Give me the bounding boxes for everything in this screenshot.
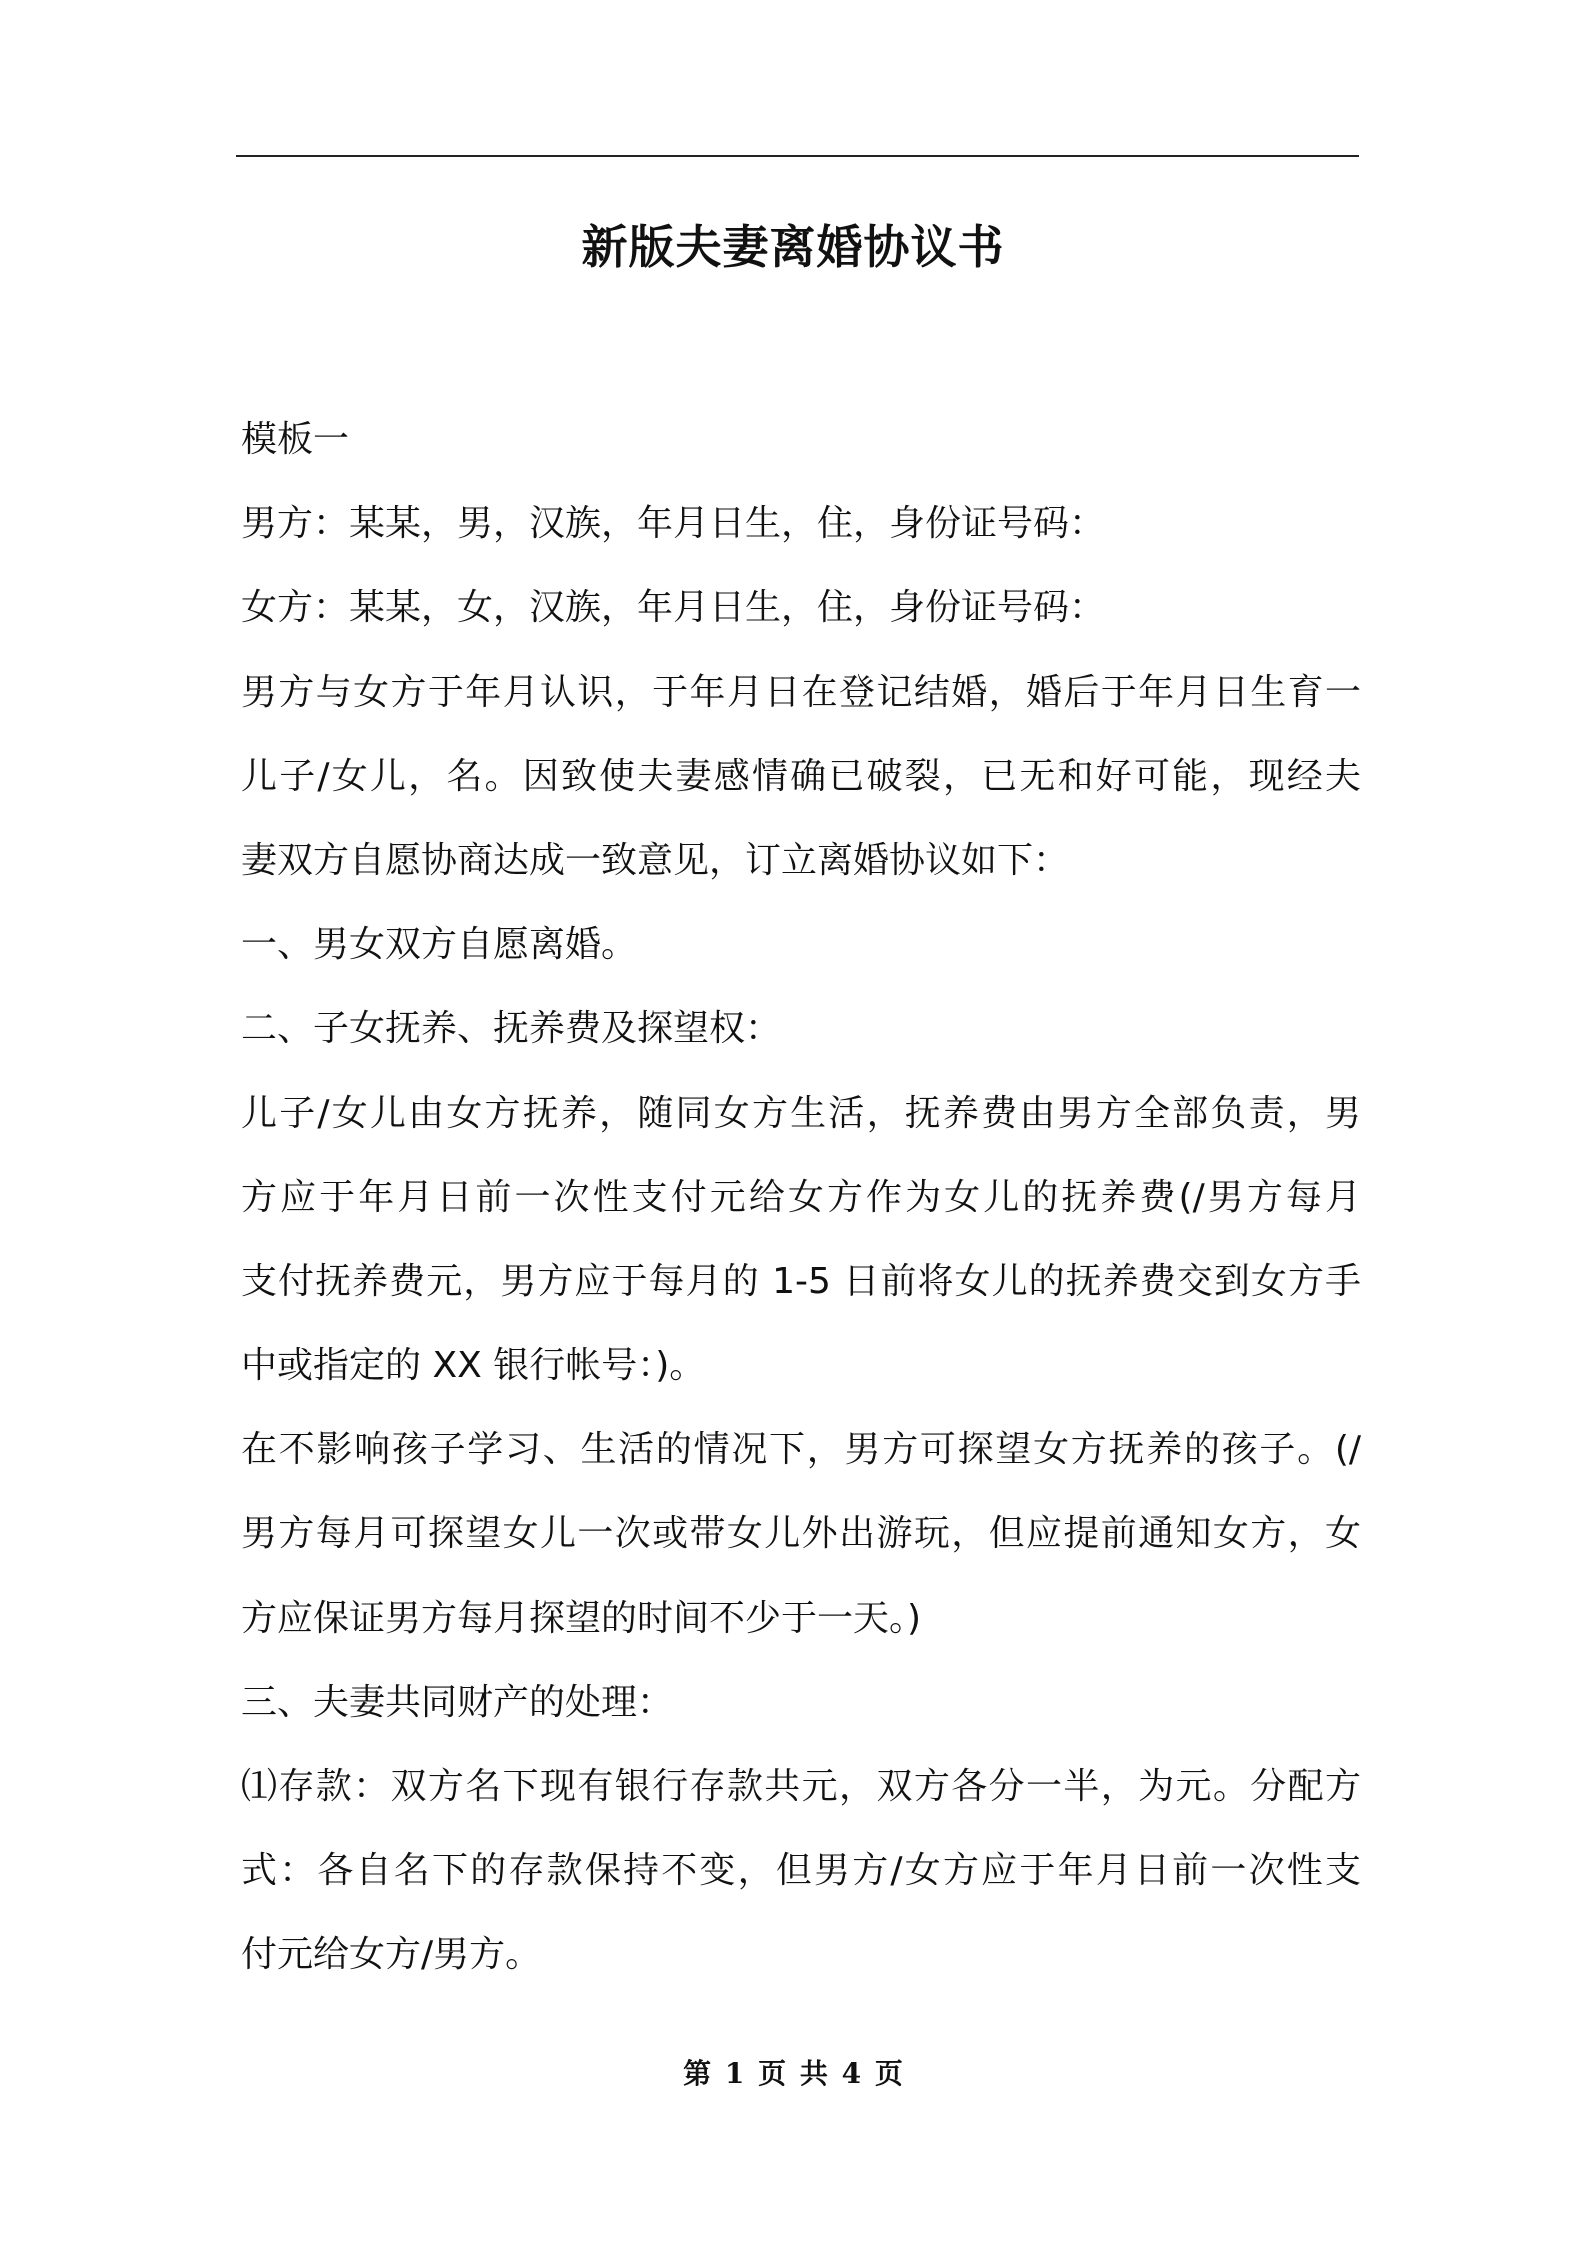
paragraph-line: 儿子/女儿由女方抚养，随同女方生活，抚养费由男方全部负责，男 (241, 1092, 1361, 1134)
document-title: 新版夫妻离婚协议书 (581, 220, 1005, 274)
paragraph-line: 男方与女方于年月认识，于年月日在登记结婚，婚后于年月日生育一 (241, 671, 1361, 713)
party-female-line: 女方：某某，女，汉族，年月日生，住，身份证号码： (241, 587, 1106, 629)
clause-heading: 一、男女双方自愿离婚。 (241, 924, 638, 966)
paragraph-line: 式：各自名下的存款保持不变，但男方/女方应于年月日前一次性支 (241, 1850, 1361, 1892)
paragraph-line: 妻双方自愿协商达成一致意见，订立离婚协议如下： (241, 839, 1070, 881)
paragraph-line: ⑴存款：双方名下现有银行存款共元，双方各分一半，为元。分配方 (241, 1766, 1361, 1807)
document-body (241, 398, 1361, 1998)
paragraph-line: 在不影响孩子学习、生活的情况下，男方可探望女方抚养的孩子。(/ (241, 1429, 1361, 1471)
page-number: 第 1 页 共 4 页 (683, 2057, 903, 2090)
paragraph-line: 支付抚养费元，男方应于每月的 1-5 日前将女儿的抚养费交到女方手 (241, 1260, 1361, 1302)
paragraph-line: 方应于年月日前一次性支付元给女方作为女儿的抚养费(/男方每月 (241, 1176, 1361, 1218)
section-heading: 模板一 (241, 419, 350, 460)
paragraph-line: 付元给女方/男方。 (241, 1934, 542, 1976)
paragraph-line: 男方每月可探望女儿一次或带女儿外出游玩，但应提前通知女方，女 (241, 1513, 1361, 1555)
clause-heading: 二、子女抚养、抚养费及探望权： (241, 1008, 782, 1050)
paragraph-line: 中或指定的 XX 银行帐号：)。 (241, 1345, 706, 1387)
paragraph-line: 方应保证男方每月探望的时间不少于一天。) (241, 1597, 922, 1639)
party-male-line: 男方：某某，男，汉族，年月日生，住，身份证号码： (241, 503, 1106, 545)
clause-heading: 三、夫妻共同财产的处理： (241, 1681, 674, 1723)
paragraph-line: 儿子/女儿，名。因致使夫妻感情确已破裂，已无和好可能，现经夫 (241, 755, 1361, 797)
header-rule (236, 155, 1359, 157)
